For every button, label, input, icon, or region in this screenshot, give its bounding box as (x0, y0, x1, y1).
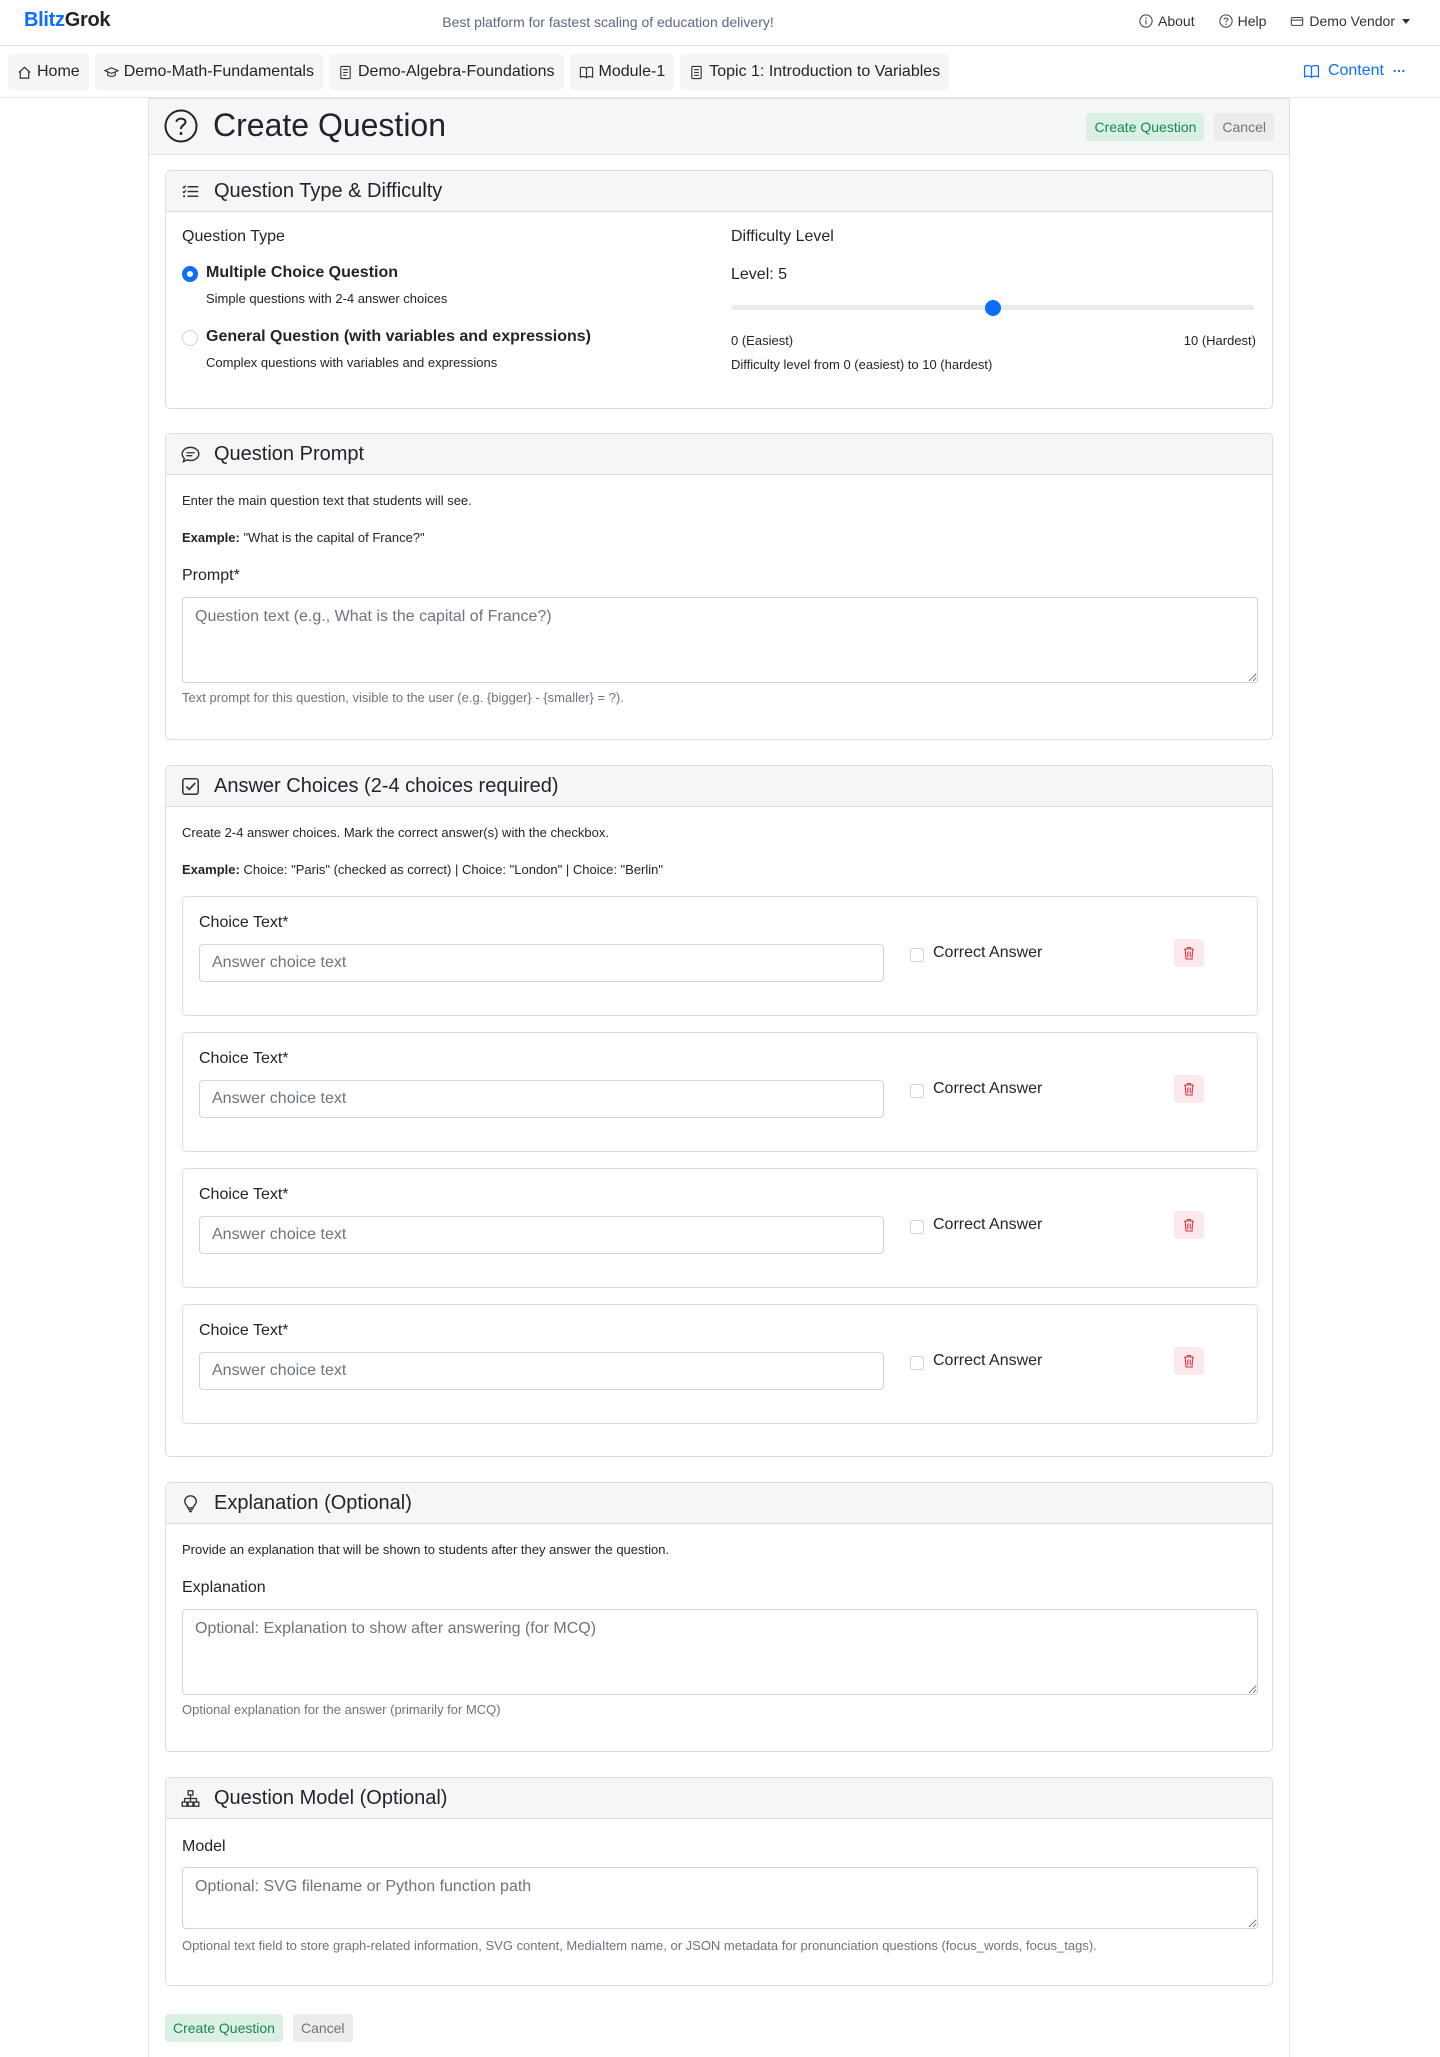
explanation-card (165, 1482, 1273, 1752)
radio-general-desc: Complex questions with variables and expressions (206, 355, 498, 370)
delete-choice-button[interactable] (1174, 1347, 1204, 1375)
create-question-button[interactable]: Create Question (1086, 113, 1204, 141)
prompt-label: Prompt* (182, 567, 240, 584)
answers-intro: Create 2-4 answer choices. Mark the correct answer(s) with the checkbox. (182, 825, 610, 840)
radio-general-label[interactable]: General Question (with variables and expressions) (206, 328, 592, 345)
answer-choice (182, 1032, 1258, 1152)
list-icon (181, 182, 200, 201)
content-menu-link[interactable]: Content (1303, 62, 1406, 80)
home-icon (17, 65, 32, 80)
model-help: Optional text field to store graph-related information, SVG content, MediaItem name, or JSON metadata for pronunciation questions (focus_words, focus_tags). (182, 1938, 1097, 1953)
card-title: Question Model (Optional) (214, 1787, 448, 1809)
more-dots-icon (1392, 64, 1406, 78)
prompt-help: Text prompt for this question, visible to the user (e.g. {bigger} - {smaller} = ?). (182, 690, 624, 705)
create-question-panel (148, 98, 1290, 2057)
radio-mcq-label[interactable]: Multiple Choice Question (206, 264, 399, 281)
difficulty-label: Difficulty Level (731, 228, 834, 245)
correct-answer-label[interactable]: Correct Answer (933, 1080, 1043, 1097)
answer-choice (182, 1168, 1258, 1288)
card-title: Question Prompt (214, 443, 365, 465)
slider-thumb[interactable] (985, 300, 1001, 316)
model-label: Model (182, 1838, 226, 1855)
difficulty-help: Difficulty level from 0 (easiest) to 10 (hardest) (731, 357, 993, 372)
cancel-button[interactable]: Cancel (293, 2014, 353, 2042)
question-type-label: Question Type (182, 228, 285, 245)
question-model-card (165, 1777, 1273, 1986)
correct-answer-checkbox[interactable] (910, 1084, 924, 1098)
card-title: Question Type & Difficulty (214, 180, 443, 202)
prompt-textarea[interactable] (182, 597, 1258, 683)
breadcrumb-home[interactable]: Home (8, 54, 89, 90)
cancel-button[interactable]: Cancel (1214, 113, 1274, 141)
answer-choice (182, 896, 1258, 1016)
correct-answer-checkbox[interactable] (910, 1356, 924, 1370)
top-navbar (0, 0, 1440, 46)
choice-text-input[interactable] (199, 1352, 884, 1390)
diagram-icon (181, 1789, 200, 1808)
question-type-card (165, 170, 1273, 409)
choice-text-input[interactable] (199, 1080, 884, 1118)
answer-choice (182, 1304, 1258, 1424)
breadcrumb-subject[interactable]: Demo-Algebra-Foundations (329, 54, 564, 90)
radio-mcq[interactable] (182, 266, 198, 282)
choice-label: Choice Text* (199, 1322, 289, 1339)
panel-header (149, 99, 1289, 155)
tagline: Best platform for fastest scaling of education delivery! (442, 14, 774, 30)
breadcrumb-topic[interactable]: Topic 1: Introduction to Variables (680, 54, 949, 90)
trash-icon (1183, 1218, 1195, 1232)
choice-label: Choice Text* (199, 914, 289, 931)
correct-answer-checkbox[interactable] (910, 948, 924, 962)
prompt-example: Example: "What is the capital of France?" (182, 530, 425, 545)
card-title: Answer Choices (2-4 choices required) (214, 775, 559, 797)
question-prompt-card (165, 433, 1273, 740)
trash-icon (1183, 1354, 1195, 1368)
breadcrumb (0, 46, 1440, 98)
book-icon (579, 65, 594, 80)
about-link[interactable]: About (1139, 13, 1195, 29)
choice-text-input[interactable] (199, 1216, 884, 1254)
brand-logo[interactable]: BlitzGrok (24, 9, 111, 31)
question-circle-icon (1219, 14, 1233, 28)
correct-answer-label[interactable]: Correct Answer (933, 944, 1043, 961)
explanation-help: Optional explanation for the answer (primarily for MCQ) (182, 1702, 501, 1717)
mortarboard-icon (104, 65, 119, 80)
question-circle-icon (164, 109, 198, 143)
prompt-intro: Enter the main question text that students will see. (182, 493, 472, 508)
lightbulb-icon (181, 1494, 200, 1513)
book-icon (1303, 63, 1320, 80)
chevron-down-icon (1402, 19, 1410, 24)
difficulty-max-label: 10 (Hardest) (1183, 333, 1256, 348)
explanation-label: Explanation (182, 1579, 266, 1596)
wallet-icon (1290, 14, 1304, 28)
answer-choices-card (165, 765, 1273, 1457)
delete-choice-button[interactable] (1174, 1211, 1204, 1239)
answers-example: Example: Choice: "Paris" (checked as correct) | Choice: "London" | Choice: "Berlin" (182, 862, 664, 877)
vendor-dropdown[interactable]: Demo Vendor (1290, 13, 1410, 29)
create-question-button[interactable]: Create Question (165, 2014, 283, 2042)
help-link[interactable]: Help (1219, 13, 1267, 29)
radio-mcq-desc: Simple questions with 2-4 answer choices (206, 291, 448, 306)
trash-icon (1183, 1082, 1195, 1096)
card-title: Explanation (Optional) (214, 1492, 412, 1514)
correct-answer-checkbox[interactable] (910, 1220, 924, 1234)
explanation-textarea[interactable] (182, 1609, 1258, 1695)
delete-choice-button[interactable] (1174, 1075, 1204, 1103)
choice-label: Choice Text* (199, 1050, 289, 1067)
info-icon (1139, 14, 1153, 28)
journal-icon (338, 65, 353, 80)
chat-icon (181, 445, 200, 464)
delete-choice-button[interactable] (1174, 939, 1204, 967)
explanation-intro: Provide an explanation that will be shown to students after they answer the question. (182, 1542, 670, 1557)
trash-icon (1183, 946, 1195, 960)
top-nav-links (1115, 13, 1410, 29)
difficulty-min-label: 0 (Easiest) (731, 333, 794, 348)
breadcrumb-module[interactable]: Module-1 (570, 54, 675, 90)
model-textarea[interactable] (182, 1867, 1258, 1929)
correct-answer-label[interactable]: Correct Answer (933, 1216, 1043, 1233)
radio-general[interactable] (182, 330, 198, 346)
check-square-icon (181, 777, 200, 796)
difficulty-level-text: Level: 5 (731, 266, 788, 283)
page-title: Create Question (213, 107, 447, 143)
correct-answer-label[interactable]: Correct Answer (933, 1352, 1043, 1369)
breadcrumb-course[interactable]: Demo-Math-Fundamentals (95, 54, 323, 90)
choice-text-input[interactable] (199, 944, 884, 982)
document-icon (689, 65, 704, 80)
choice-label: Choice Text* (199, 1186, 289, 1203)
